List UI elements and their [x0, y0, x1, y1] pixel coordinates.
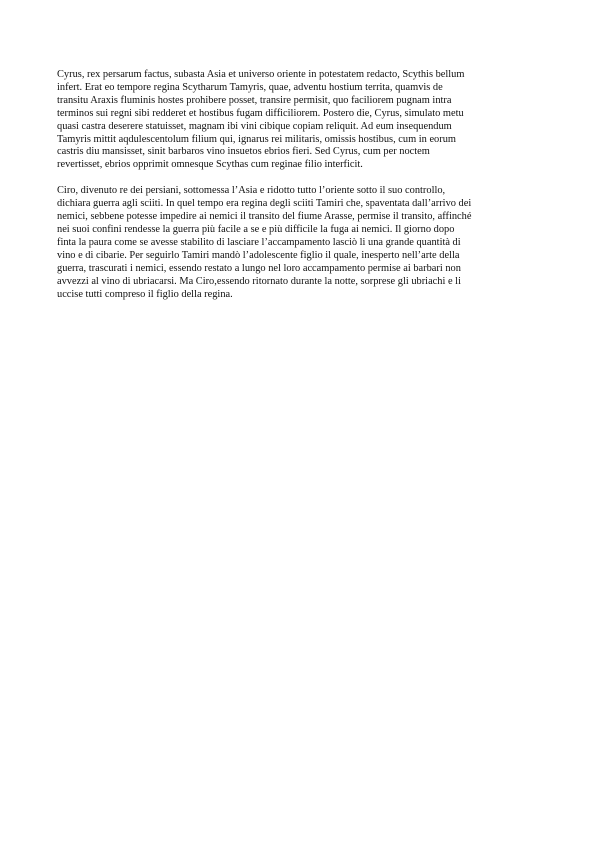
text-line: Tamyris mittit aqdulescentolum filium qui, ignarus rei militaris, omissis hostibus, cum in eorum — [57, 133, 456, 145]
text-line: Ciro, divenuto re dei persiani, sottomessa l’Asia e ridotto tutto l’oriente sotto il suo controllo, — [57, 185, 446, 197]
text-line: Cyrus, rex persarum factus, subasta Asia et universo oriente in potestatem redacto, Scythis bellum — [57, 69, 465, 80]
text-line: quasi castra deserere statuisset, magnam ibi vini cibique copiam reliquit. Ad eum insequendum — [57, 120, 452, 132]
document-body — [57, 69, 543, 301]
italian-paragraph — [57, 185, 543, 301]
text-line: vino e di cibarie. Per seguirlo Tamiri mandò l’adolescente figlio il quale, inesperto nell’arte della — [57, 249, 460, 261]
text-line: guerra, trascurati i nemici, essendo restato a lungo nel loro accampamento permise ai barbari non — [57, 262, 461, 274]
text-line: nei suoi confini rendesse la guerra più facile a se e più difficile la fuga ai nemici. Il giorno dopo — [57, 223, 455, 235]
text-line: terminos sui regni sibi redderet et hostibus fugam difficiliorem. Postero die, Cyrus, simulato metu — [57, 107, 464, 119]
latin-paragraph — [57, 69, 543, 172]
text-line: uccise tutti compreso il figlio della regina. — [57, 288, 233, 300]
text-line: transitu Araxis fluminis hostes prohibere posset, transire permisit, quo faciliorem pugnam intra — [57, 94, 452, 106]
text-line: castris diu mansisset, sinit barbaros vino insuetos ebrios fieri. Sed Cyrus, cum per noctem — [57, 146, 430, 158]
text-line: infert. Erat eo tempore regina Scytharum Tamyris, quae, adventu hostium territa, quamvis de — [57, 81, 443, 93]
text-line: revertisset, ebrios opprimit omnesque Scythas cum reginae filio interficit. — [57, 159, 363, 171]
text-line: dichiara guerra agli sciiti. In quel tempo era regina degli sciiti Tamiri che, spaventata dall’arrivo dei — [57, 198, 472, 210]
text-line: finta la paura come se avesse stabilito di lasciare l’accampamento lasciò li una grande quantità di — [57, 236, 461, 248]
text-line: avvezzi al vino di ubriacarsi. Ma Ciro,essendo ritornato durante la notte, sorprese gli ubriachi e li — [57, 275, 461, 287]
text-line: nemici, sebbene potesse impedire ai nemici il transito del fiume Arasse, permise il transito, affinché — [57, 211, 472, 223]
